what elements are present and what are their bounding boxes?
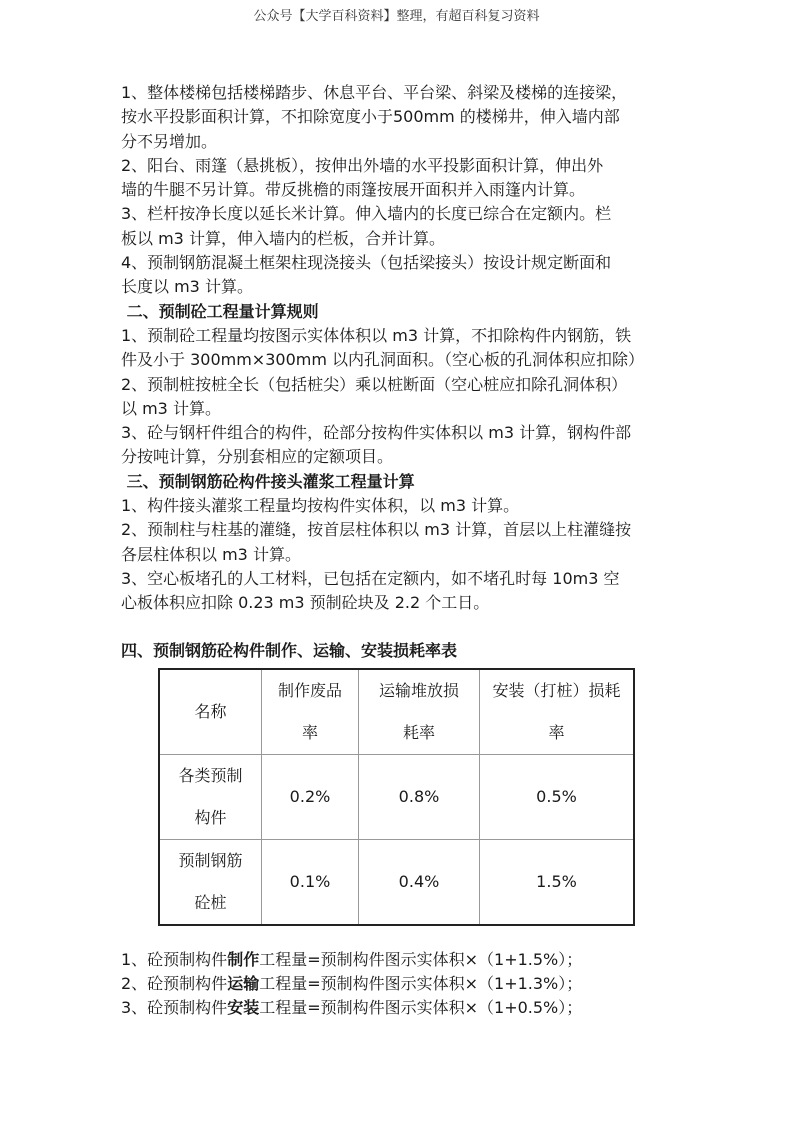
paragraph-line: 3、砼与钢杆件组合的构件，砼部分按构件实体积以 m3 计算，钢构件部 xyxy=(121,423,632,443)
formula-keyword: 安装 xyxy=(227,998,260,1018)
paragraph-line: 1、整体楼梯包括楼梯踏步、休息平台、平台梁、斜梁及楼梯的连接梁， xyxy=(121,83,628,102)
table-header-cell xyxy=(159,669,262,755)
paragraph-line: 3、栏杆按净长度以延长米计算。伸入墙内的长度已综合在定额内。栏 xyxy=(121,204,612,224)
formula-keyword: 运输 xyxy=(227,974,260,994)
table-header-cell xyxy=(262,669,359,755)
paragraph-line: 4、预制钢筋混凝土框架柱现浇接头（包括梁接头）按设计规定断面和 xyxy=(121,253,612,273)
formula-list xyxy=(121,948,681,1021)
table-cell: 0.5% xyxy=(480,754,635,839)
paragraph-line: 2、预制桩按桩全长（包括桩尖）乘以桩断面（空心桩应扣除孔洞体积） xyxy=(121,374,628,394)
paragraph-line: 分按吨计算，分别套相应的定额项目。 xyxy=(121,447,394,467)
paragraph-line: 板以 m3 计算，伸入墙内的栏板，合并计算。 xyxy=(121,228,445,248)
header-text: 制作废品 xyxy=(277,680,342,700)
table-cell: 0.4% xyxy=(359,839,480,925)
paragraph-line: 2、预制柱与柱基的灌缝，按首层柱体积以 m3 计算，首层以上柱灌缝按 xyxy=(121,520,632,540)
formula-suffix: 工程量=预制构件图示实体积×（1+1.3%）； xyxy=(259,974,583,994)
paragraph-line: 2、阳台、雨篷（悬挑板），按伸出外墙的水平投影面积计算，伸出外 xyxy=(121,155,604,175)
table-cell: 0.2% xyxy=(262,754,359,839)
header-text: 率 xyxy=(301,722,318,742)
cell-text: 预制钢筋 xyxy=(178,850,243,870)
cell-text: 构件 xyxy=(194,807,227,827)
loss-rate-table xyxy=(158,668,635,926)
document-body xyxy=(121,81,681,1021)
formula-keyword: 制作 xyxy=(227,949,260,969)
paragraph-line: 3、空心板堵孔的人工材料，已包括在定额内，如不堵孔时每 10m3 空 xyxy=(121,568,620,588)
table-row xyxy=(159,754,634,839)
table-header-row xyxy=(159,669,634,755)
page-header: 公众号【大学百科资料】整理，有超百科复习资料 xyxy=(253,9,540,24)
table-header-cell xyxy=(359,669,480,755)
paragraph-line: 1、预制砼工程量均按图示实体体积以 m3 计算，不扣除构件内钢筋，铁 xyxy=(121,325,632,345)
formula-line xyxy=(121,972,681,996)
header-text: 安装（打桩）损耗 xyxy=(492,680,621,700)
formula-suffix: 工程量=预制构件图示实体积×（1+0.5%）； xyxy=(259,998,583,1018)
formula-line xyxy=(121,948,681,972)
section-heading-2: 二、预制砼工程量计算规则 xyxy=(121,301,319,321)
paragraph-line: 长度以 m3 计算。 xyxy=(121,277,253,297)
paragraph-line: 按水平投影面积计算，不扣除宽度小于500mm 的楼梯井，伸入墙内部 xyxy=(121,107,620,127)
paragraph-line: 以 m3 计算。 xyxy=(121,398,221,418)
paragraph-line: 1、构件接头灌浆工程量均按构件实体积，以 m3 计算。 xyxy=(121,496,520,516)
table-row xyxy=(159,839,634,925)
formula-prefix: 2、砼预制构件 xyxy=(121,974,228,994)
header-text: 率 xyxy=(548,722,565,742)
section-heading-4: 四、预制钢筋砼构件制作、运输、安装损耗率表 xyxy=(121,640,458,660)
paragraph-line: 墙的牛腿不另计算。带反挑檐的雨篷按展开面积并入雨篷内计算。 xyxy=(121,180,586,200)
cell-text: 各类预制 xyxy=(178,765,243,785)
formula-suffix: 工程量=预制构件图示实体积×（1+1.5%）； xyxy=(259,949,583,969)
table-cell: 0.8% xyxy=(359,754,480,839)
formula-line xyxy=(121,996,681,1020)
paragraph-line: 分不另增加。 xyxy=(121,131,218,151)
table-cell: 1.5% xyxy=(480,839,635,925)
table-cell xyxy=(159,839,262,925)
paragraph-line: 心板体积应扣除 0.23 m3 预制砼块及 2.2 个工日。 xyxy=(121,593,490,613)
header-text: 运输堆放损 xyxy=(378,680,459,700)
header-text: 耗率 xyxy=(402,722,435,742)
cell-text: 砼桩 xyxy=(194,892,227,912)
table-header-cell xyxy=(480,669,635,755)
formula-prefix: 3、砼预制构件 xyxy=(121,998,228,1018)
table-cell: 0.1% xyxy=(262,839,359,925)
formula-prefix: 1、砼预制构件 xyxy=(121,949,228,969)
paragraph-line: 各层柱体积以 m3 计算。 xyxy=(121,544,301,564)
paragraph-line: 件及小于 300mm×300mm 以内孔洞面积。（空心板的孔洞体积应扣除） xyxy=(121,350,645,370)
section-heading-3: 三、预制钢筋砼构件接头灌浆工程量计算 xyxy=(121,471,415,491)
table-cell xyxy=(159,754,262,839)
header-text: 名称 xyxy=(194,701,227,721)
